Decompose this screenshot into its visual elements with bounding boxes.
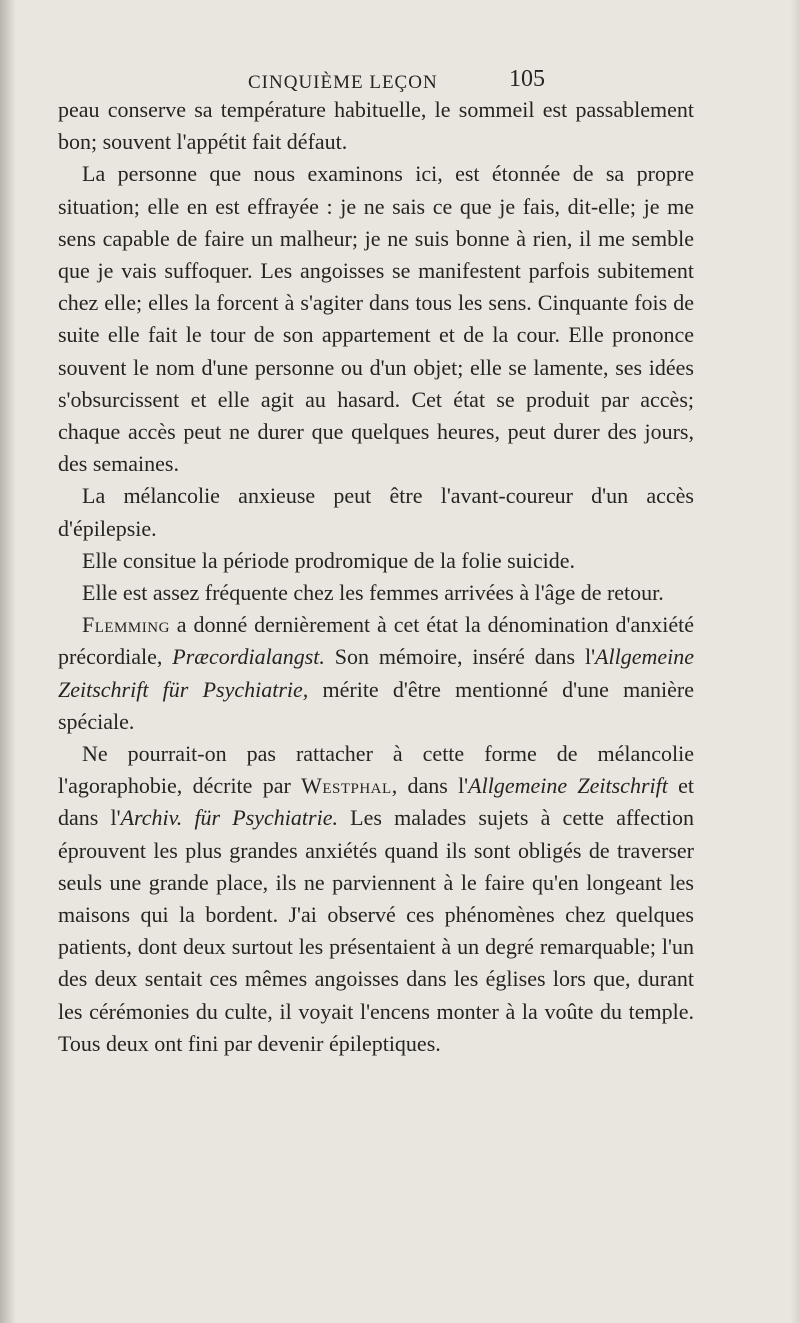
paragraph-5: Elle est assez fréquente chez les femmes arrivées à l'âge de retour. (82, 580, 664, 606)
paragraph-7 (58, 738, 694, 1060)
journal-title: Archiv. für Psychiatrie. (120, 805, 338, 831)
page-edge-right (790, 0, 800, 1323)
term-italic: Præcordialangst. (172, 644, 325, 670)
author-name: Flemming (82, 612, 170, 638)
paragraph-2: La personne que nous examinons ici, est étonnée de sa propre situation; elle en est effrayée : je ne sais ce que je fais, dit-elle; je me sens capable de faire un malheur; je ne suis bonne à rien, il me semble que je vais suffoquer. Les angoisses se manifestent parfois subitement chez elle; elles la forcent à s'agiter dans tous les sens. Cinquante fois de suite elle fait le tour de son appartement et de la cour. Elle prononce souvent le nom d'une personne ou d'un objet; elle se lamente, ses idées s'obsurcissent et elle agit au hasard. Cet état se produit par accès; chaque accès peut ne durer que quelques heures, peut durer des jours, des semaines. (58, 161, 694, 477)
journal-title: Allgemeine Zeitschrift für Psychiatrie, (58, 644, 695, 702)
paragraph-4: Elle consitue la période prodromique de la folie suicide. (82, 547, 576, 573)
author-name: Westphal (301, 773, 392, 799)
running-title: CINQUIÈME LEÇON (248, 72, 438, 93)
text-run: Les malades sujets à cette affection éprouvent les plus grandes anxiétés quand ils sont obligés de traverser seuls une grande place, ils ne parviennent à le faire qu'en longeant les maisons qui la bordent. J'ai observé ces phénomènes chez quelques patients, dont deux surtout les présentaient à un degré remarquable; l'un des deux sentait ces mêmes angoisses dans les églises lors que, durant les cérémonies du culte, il voyait l'encens monter à la voûte du temple. Tous deux ont fini par devenir épileptiques. (58, 805, 695, 1056)
paragraph-1: peau conserve sa température habituelle, le sommeil est passablement bon; souvent l'appétit fait défaut. (58, 97, 694, 155)
text-run: et dans l' (58, 773, 694, 831)
text-run: mérite d'être mentionné d'une manière spéciale. (58, 676, 694, 734)
text-run: , dans l' (391, 773, 469, 799)
text-run: Son mémoire, inséré dans l' (324, 644, 596, 670)
text-run: Ne pourrait-on pas rattacher à cette forme de mélancolie l'agoraphobie, décrite par (58, 741, 694, 799)
page-edge-shadow (0, 0, 16, 1323)
page-body (58, 94, 694, 1060)
journal-title: Allgemeine Zeitschrift (468, 773, 668, 799)
paragraph-6 (58, 609, 694, 738)
text-run: a donné dernièrement à cet état la dénomination d'anxiété précordiale, (58, 612, 694, 670)
paragraph-3: La mélancolie anxieuse peut être l'avant-coureur d'un accès d'épilepsie. (58, 483, 694, 541)
page-number: 105 (509, 66, 545, 92)
